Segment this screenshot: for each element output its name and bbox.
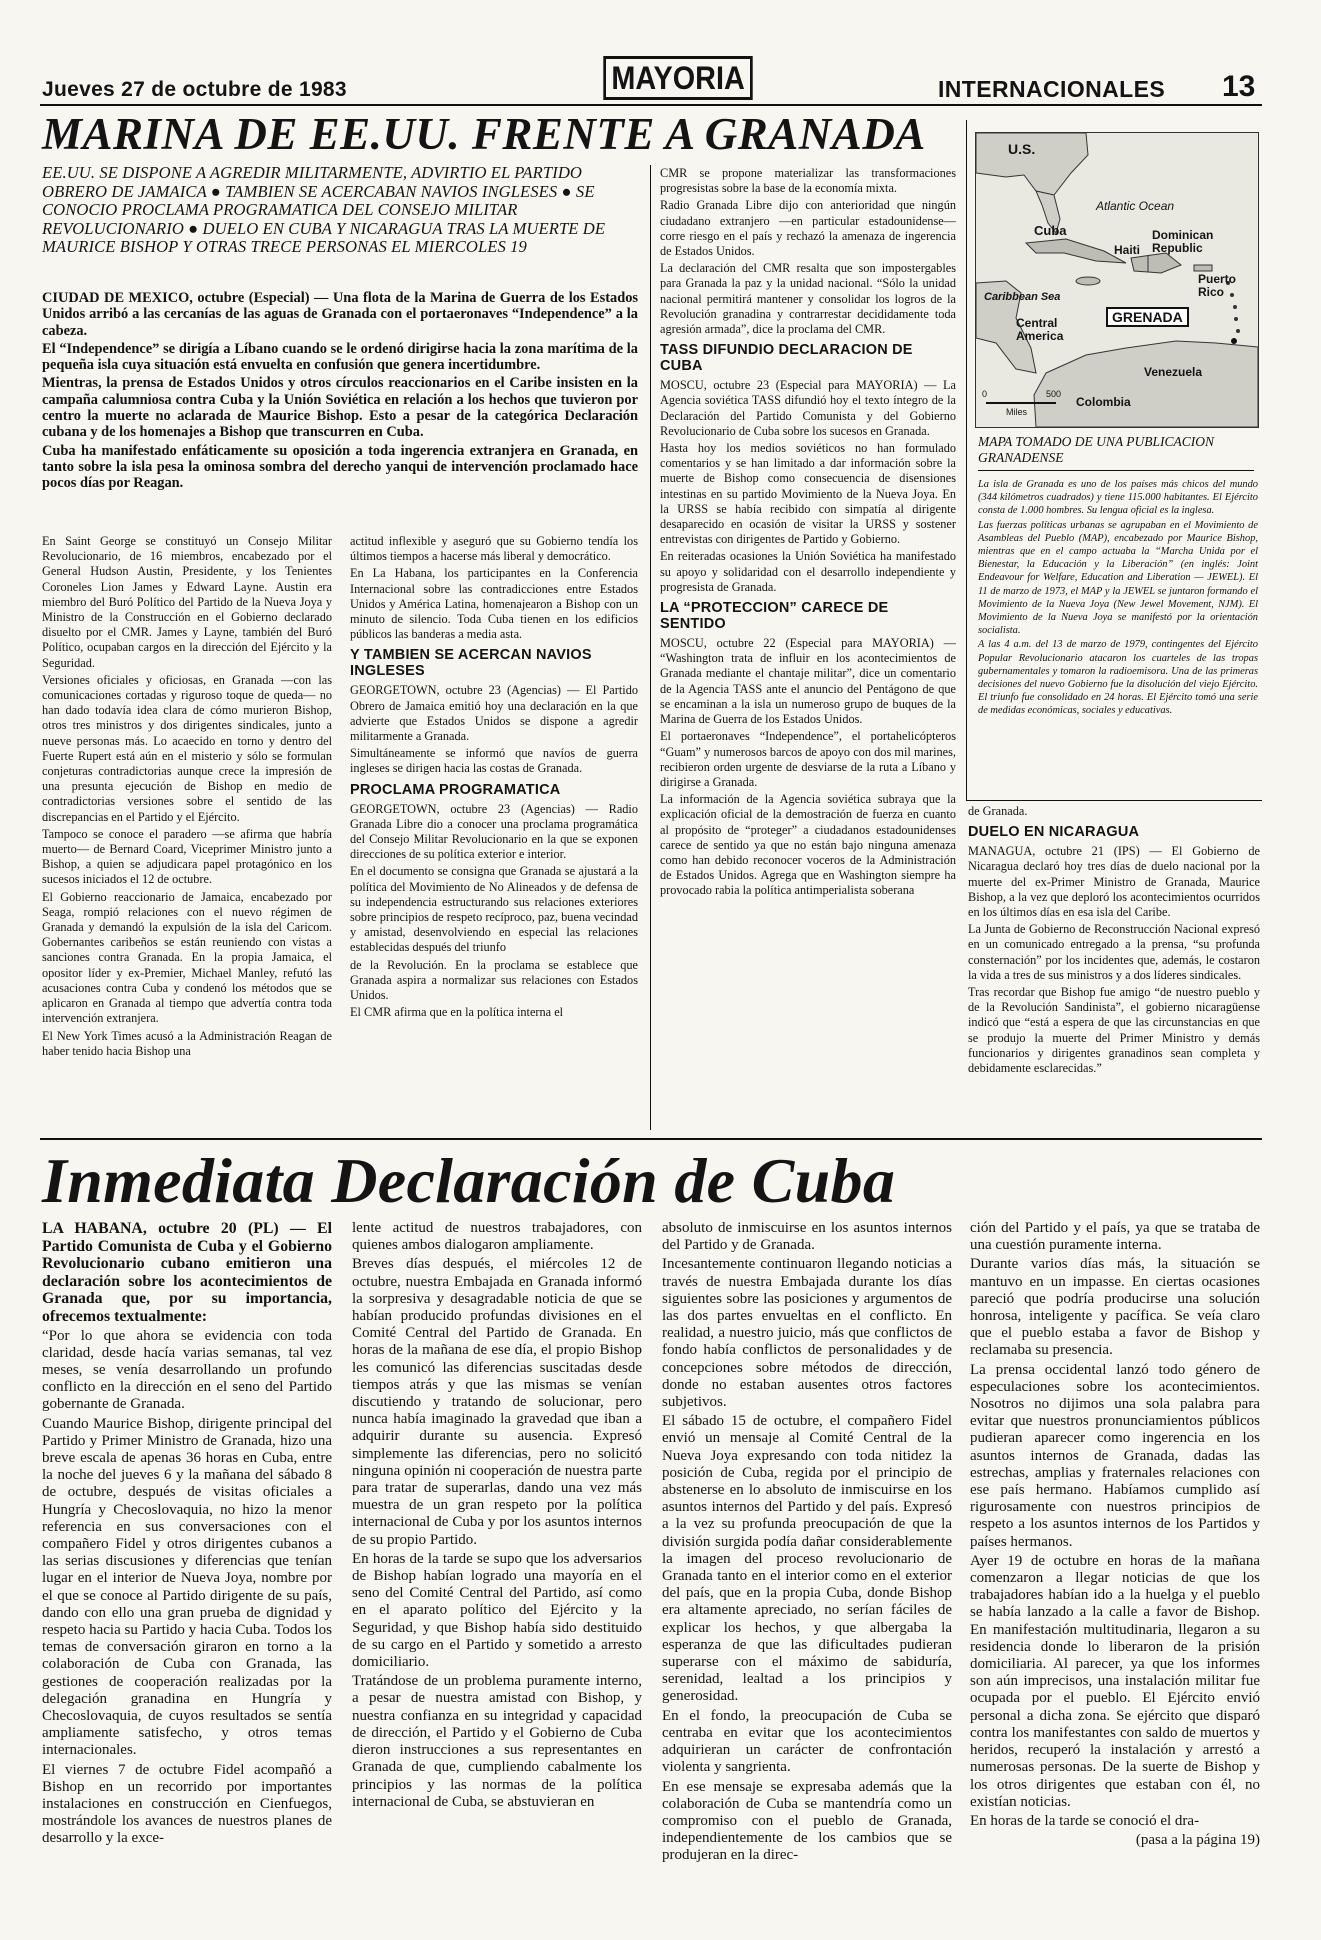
body-paragraph: En ese mensaje se expresaba además que la colaboración de Cuba se mantendría como un compromiso con el pueblo de Granada, independientemente de los cambios que se produjeran en la direc- <box>662 1778 952 1864</box>
section-title: INTERNACIONALES <box>938 76 1166 102</box>
cuba-column-4 <box>970 1220 1260 1925</box>
body-paragraph: La prensa occidental lanzó todo género de especulaciones sobre los acontecimientos. Nosotros no dijimos una sola palabra para evitar que nuestros pronunciamientos públicos pudieran aparecer como ingerencia en los asuntos internos de Granada, dadas las estrechas, amplias y fraternales relaciones con ese país hermano. Habíamos cumplido así rigurosamente con nuestros principios de respeto a los asuntos internos de los Partidos y países hermanos. <box>970 1361 1260 1550</box>
map-label-grenada: GRENADA <box>1106 307 1189 327</box>
lead-paragraph: Mientras, la prensa de Estados Unidos y otros círculos reaccionarios en el Caribe insisten en la campaña calumniosa contra Cuba y la Unión Soviética en relación a los hechos que tuvieron por centro la muerte no aclarada de Maurice Bishop. Esto a pesar de la categórica Declaración cubana y de los homenajes a Bishop que transcurren en Cuba. <box>42 375 638 441</box>
map-label-puerto-rico: Puerto Rico <box>1198 272 1237 299</box>
body-paragraph: lente actitud de nuestros trabajadores, con quienes ambos dialogaron ampliamente. <box>352 1220 642 1254</box>
subhead-navios: Y TAMBIEN SE ACERCAN NAVIOS INGLESES <box>350 647 592 680</box>
body-paragraph: En reiteradas ocasiones la Unión Soviética ha manifestado su apoyo y solidaridad con el desarrollo independiente y progresista de Granada. <box>660 549 956 594</box>
body-paragraph: MOSCU, octubre 23 (Especial para MAYORIA) — La Agencia soviética TASS difundió hoy el texto íntegro de la Declaración del Partido Comunista y del Gobierno Revolucionario de Cuba sobre los sucesos en Granada. <box>660 378 956 438</box>
body-paragraph: En La Habana, los participantes en la Conferencia Internacional sobre las contradicciones entre Estados Unidos y América Latina, homenajearon a Bishop con un minuto de silencio. Toda Cuba tienen en los edificios públicos las banderas a media asta. <box>350 566 638 642</box>
article-column-2 <box>350 534 638 1129</box>
cuba-lead: LA HABANA, octubre 20 (PL) — El Partido Comunista de Cuba y el Gobierno Revolucionario cubano emitieron una declaración sobre los acontecimientos de Granada que, por su importancia, ofrecemos textualmente: <box>42 1220 332 1325</box>
article-column-3 <box>660 166 956 1130</box>
subhead-proclama: PROCLAMA PROGRAMATICA <box>350 781 561 798</box>
info-rule <box>966 800 1262 801</box>
body-paragraph: de Granada. <box>968 804 1028 818</box>
subhead-proteccion: LA “PROTECCION” CARECE DE SENTIDO <box>660 600 889 633</box>
body-paragraph: El New York Times acusó a la Administración Reagan de haber tenido hacia Bishop una <box>42 1028 332 1058</box>
map-label-cuba: Cuba <box>1034 223 1067 238</box>
lead-paragraph: CIUDAD DE MEXICO, octubre (Especial) — Una flota de la Marina de Guerra de los Estados Unidos arribó a las cercanías de las aguas de Granada con el portaeronaves “Independence” a la cabeza. <box>42 290 638 339</box>
body-paragraph: Durante varios días más, la situación se mantuvo en un impasse. En ciertas ocasiones pareció que podría producirse una solución honrosa, inteligente y pacífica. Se veía claro que el pueblo estaba a favor de Bishop y reclamaba su presencia. <box>970 1256 1260 1359</box>
body-paragraph: GEORGETOWN, octubre 23 (Agencias) — El Partido Obrero de Jamaica emitió hoy una declaración en la que advierte que Estados Unidos se dispone a agredir militarmente a Granada. <box>350 683 638 744</box>
lead-block <box>42 290 638 528</box>
article2-headline: Inmediata Declaración de Cuba <box>42 1145 896 1216</box>
body-paragraph: El viernes 7 de octubre Fidel acompañó a Bishop en un recorrido por importantes instalaciones en construcción en Cienfuegos, mostrándole los avances de nuestros planes de desarrollo y la exce- <box>42 1761 332 1847</box>
body-paragraph: “Por lo que ahora se evidencia con toda claridad, desde hacía varias semanas, tal vez meses, se venía desarrollando un profundo conflicto en la dirección en el seno del Partido gobernante de Granada. <box>42 1327 332 1413</box>
body-paragraph: En horas de la tarde se supo que los adversarios de Bishop habían logrado una mayoría en el seno del Comité Central del Partido, así como en el aparato político del Ejército y la Seguridad, y que Bishop había sido destituido de su cargo en el Partido y sometido a arresto domiciliario. <box>352 1550 642 1671</box>
subhead-tass: TASS DIFUNDIO DECLARACION DE CUBA <box>660 342 913 375</box>
continued-note: (pasa a la página 19) <box>1135 1832 1260 1849</box>
column-rule <box>650 165 651 1130</box>
body-paragraph: La declaración del CMR resalta que son impostergables para Granada la paz y la unidad nacional. “Sólo la unidad nacional permitirá mantener y consolidar los logros de la Revolución granadina y contrarrestar decididamente toda agresión armada”, dice la proclama del CMR. <box>660 261 956 337</box>
body-paragraph: Incesantemente continuaron llegando noticias a través de nuestra Embajada durante los días siguientes sobre las posiciones y argumentos de las dos partes envueltas en el conflicto. En realidad, a nuestro juicio, más que conflictos de fondo había conflictos de personalidades y de concepciones sobre métodos de dirección, donde no estaban ausentes otros factores subjetivos. <box>662 1256 952 1411</box>
map-label-venezuela: Venezuela <box>1144 365 1203 379</box>
body-paragraph: absoluto de inmiscuirse en los asuntos internos del Partido y de Granada. <box>662 1220 952 1254</box>
body-paragraph: El portaeronaves “Independence”, el portahelicópteros “Guam” y numerosos barcos de apoyo con dos mil marines, recibieron orden urgente de desviarse de la ruta a Líbano y dirigirse a Granada. <box>660 729 956 789</box>
body-paragraph: Tras recordar que Bishop fue amigo “de nuestro pueblo y de la Revolución Sandinista”, el gobierno nicaragüense indicó que “está a espera de que las circunstancias en que se produjo la muerte del Primer Ministro y demás funcionarios y dirigentes granadinos sean completa y debidamente esclarecidas.” <box>968 985 1260 1076</box>
body-paragraph: La información de la Agencia soviética subraya que la explicación oficial de la demostración de fuerza en cuanto al propósito de “proteger” a ciudadanos estadounidenses carece de sentido ya que no están bajo ninguna amenaza como han debido reconocer voceros de la Administración de Estados Unidos. Agrega que en Washington siempre ha provocado rabia la política antimperialista soberana <box>660 792 956 898</box>
lead-paragraph: El “Independence” se dirigía a Líbano cuando se le ordenó dirigirse hacia la zona marítima de la pequeña isla cuya situación está envuelta en confusión que genera incertidumbre. <box>42 340 638 374</box>
body-paragraph: Tratándose de un problema puramente interno, a pesar de nuestra amistad con Bishop, y nuestra confianza en su integridad y capacidad de dirección, el Partido y el Gobierno de Cuba dieron instrucciones a sus representantes en Granada de que, cumpliendo cabalmente los principios y las normas de la política internacional de Cuba, se abstuvieran en <box>352 1673 642 1810</box>
body-paragraph: La Junta de Gobierno de Reconstrucción Nacional expresó en un comunicado entregado a la prensa, “su profunda consternación” por los incidentes que, además, le costaron la vida a tres de sus ministros y a dos líderes sindicales. <box>968 922 1260 982</box>
body-paragraph: Ayer 19 de octubre en horas de la mañana comenzaron a llegar noticias de que los trabajadores habían ido a la huelga y el pueblo se había lanzado a la calle a favor de Bishop. En manifestación multitudinaria, llegaron a su residencia donde lo liberaron de la prisión domiciliaria. Al parecer, ya que los informes son aún imprecisos, una instalación militar fue ocupada por el pueblo. El Ejército envió personal a dicha zona. Se ejército que disparó contra los manifestantes con saldo de muertos y heridos, recuperó la instalación y arrestó a numerosas personas. De la suerte de Bishop y los otros dirigentes que estaban con él, no existían noticias. <box>970 1552 1260 1810</box>
header-rule <box>40 104 1262 106</box>
info-paragraph: A las 4 a.m. del 13 de marzo de 1979, contingentes del Ejército Popular Revolucionario atacaron los cuarteles de las tropas gubernamentales y tomaron la radioemisora. Una de las primeras decisiones del nuevo Gobierno fue la disolución del viejo Ejército. El triunfo fue consolidado en 24 horas. El Ejército tomó una serie de medidas económicas, sociales y educativas. <box>978 639 1258 717</box>
body-paragraph: MOSCU, octubre 22 (Especial para MAYORIA) — “Washington trata de influir en los acontecimientos de Granada mediante el chantaje militar”, dice un comentario de la Agencia TASS ante el anuncio del Pentágono de que se encaminan a la isla un numeroso grupo de buques de la Marina de Guerra de los Estados Unidos. <box>660 636 956 727</box>
body-paragraph: El sábado 15 de octubre, el compañero Fidel envió un mensaje al Comité Central de la Nueva Joya expresando con toda nitidez la posición de Cuba, regida por el principio de abstenerse en lo absoluto de inmiscuirse en los asuntos internos del Partido y del país. Expresó a la vez su profunda preocupación de que la división surgida podía dañar considerablemente la imagen del proceso revolucionario de Granada tanto en el interior como en el exterior del país, que en la propia Cuba, donde Bishop era altamente apreciado, no serían fáciles de explicar los hechos, y que albergaba la esperanza de que las dificultades pudieran superarse con el máximo de sabiduría, serenidad, lealtad a los principios y generosidad. <box>662 1413 952 1705</box>
issue-date: Jueves 27 de octubre de 1983 <box>42 78 347 101</box>
lead-paragraph: Cuba ha manifestado enfáticamente su oposición a toda ingerencia extranjera en Granada, en tanto sobre la isla pesa la ominosa sombra del derecho yanqui de intervención proclamado hace pocos días por Reagan. <box>42 442 638 492</box>
body-paragraph: Versiones oficiales y oficiosas, en Granada —con las comunicaciones cortadas y riguroso toque de queda— no han dado todavía idea clara de cómo murieron Bishop, otros tres ministros y dos dirigentes sindicales, junto a nueve personas más. Lo acaecido en torno y dentro del Fuerte Rupert está aún en el misterio y sólo se formulan conjeturas contradictorias aunque crece la impresión de una presunta ejecución de Bishop en medio de contradictorias versiones sobre el sentido de las discrepancias en el Partido y el Ejército. <box>42 672 332 824</box>
map-scale-500: 500 <box>1046 389 1062 399</box>
newspaper-masthead: MAYORIA <box>603 56 753 100</box>
cuba-column-3 <box>662 1220 952 1925</box>
article-headline: MARINA DE EE.UU. FRENTE A GRANADA <box>42 109 926 159</box>
column-rule <box>966 120 967 800</box>
map-label-us: U.S. <box>1008 141 1036 157</box>
article-column-4-bottom <box>968 804 1260 1130</box>
body-paragraph: El Gobierno reaccionario de Jamaica, encabezado por Seaga, rompió relaciones con el nuevo régimen de Granada y demandó la expulsión de la isla del Caricom. Gobernantes caribeños se están reuniendo con vistas a sanciones contra Granada. En la propia Jamaica, el opositor líder y ex-Premier, Michael Manley, refutó las acusaciones contra Cuba y condenó los métodos que se aplicaron en Granada al tiempo que advertía contra toda intervención extranjera. <box>42 889 332 1026</box>
cuba-column-2 <box>352 1220 642 1925</box>
body-paragraph: En Saint George se constituyó un Consejo Militar Revolucionario, de 16 miembros, encabezado por el General Hudson Austin, Presidente, y los Tenientes Coroneles Lion James y Edward Layne. Austin era miembro del Buró Político del Partido de la Nueva Joya y Ministro de la Construcción en el Gobierno declarado disuelto por el CMR. James y Layne, también del Buró Político, ocupaban cargos en la dirección del Ejército y la Seguridad. <box>42 534 332 670</box>
body-paragraph: GEORGETOWN, octubre 23 (Agencias) — Radio Granada Libre dio a conocer una proclama programática del Consejo Militar Revolucionario en la que se exponen direcciones de su política exterior e interior. <box>350 801 638 862</box>
map-label-dominican: Dominican Republic <box>1152 228 1214 255</box>
body-paragraph: MANAGUA, octubre 21 (IPS) — El Gobierno de Nicaragua declaró hoy tres días de duelo nacional por la muerte del ex-Primer Ministro de Granada, Maurice Bishop, a la vez que deploró los acontecimientos ocurridos en los últimos días en esa isla del Caribe. <box>968 844 1260 920</box>
grenada-info-box <box>978 478 1258 719</box>
body-paragraph: CMR se propone materializar las transformaciones progresistas sobre la base de la economía mixta. <box>660 166 956 196</box>
map-caption: MAPA TOMADO DE UNA PUBLICACION GRANADENSE <box>978 434 1215 465</box>
article-deck: EE.UU. SE DISPONE A AGREDIR MILITARMENTE, ADVIRTIO EL PARTIDO OBRERO DE JAMAICA ● TAMBIEN SE ACERCABAN NAVIOS INGLESES ● SE CONOCIO PROCLAMA PROGRAMATICA DEL CONSEJO MILITAR REVOLUCIONARIO ● DUELO EN CUBA Y NICARAGUA TRAS LA MUERTE DE MAURICE BISHOP Y OTRAS TRECE PERSONAS EL MIERCOLES 19 <box>42 163 606 257</box>
body-paragraph: actitud inflexible y aseguró que su Gobierno tendía los últimos tiempos a hacerse más liberal y democrático. <box>350 534 638 564</box>
map-label-colombia: Colombia <box>1076 395 1131 409</box>
body-paragraph: de la Revolución. En la proclama se establece que Granada aspira a normalizar sus relaciones con Estados Unidos. <box>350 957 638 1003</box>
body-paragraph: Simultáneamente se informó que navíos de guerra ingleses se dirigen hacia las costas de Granada. <box>350 746 638 776</box>
map-label-haiti: Haiti <box>1114 243 1141 257</box>
map-label-atlantic: Atlantic Ocean <box>1096 199 1175 213</box>
info-paragraph: Las fuerzas políticas urbanas se agrupaban en el Movimiento de Asambleas del Pueblo (MAP), encabezado por Maurice Bishop, mientras que en el campo actuaba la “Marcha Unida por el Bienestar, la Educación y la Liberación” (en inglés: Joint Endeavour for Welfare, Education and Liberation — JEWEL). El 11 de marzo de 1973, el MAP y la JEWEL se juntaron formando el Movimiento de la Nueva Joya (New Jewel Movement, NJM). El Movimiento de la Nueva Joya se manifestó por la orientación socialista. <box>978 519 1258 637</box>
map-label-central-america: Central America <box>1016 316 1064 343</box>
page-number: 13 <box>1222 70 1256 103</box>
caribbean-map <box>975 132 1259 428</box>
map-scale-miles: Miles <box>1006 407 1028 417</box>
body-paragraph: Hasta hoy los medios soviéticos no han formulado comentarios y se han limitado a dar información sobre la muerte de Bishop como consecuencia de disensiones intestinas en su partido Movimiento de la Nueva Joya. En la URSS se había recibido con simpatía al dirigente desaparecido en ocasión de visitar la URSS y sostener entrevistas con dirigentes de Partido y Gobierno. <box>660 441 956 547</box>
article-separator <box>40 1138 1262 1140</box>
map-scale-zero: 0 <box>982 389 988 399</box>
body-paragraph: Cuando Maurice Bishop, dirigente principal del Partido y Primer Ministro de Granada, hizo una breve escala de apenas 36 horas en Cuba, entre la noche del jueves 6 y la mañana del sábado 8 de octubre, después de visitas oficiales a Hungría y Checoslovaquia, no hizo la menor referencia en sus conversaciones con el compañero Fidel y otros dirigentes cubanos a las serias discusiones y diferencias que tenían lugar en el interior de Nueva Joya, nombre por el que se conoce al Partido dirigente de su país, dando con ello una gran prueba de dignidad y respeto hacia su Partido y hacia Cuba. Todos los temas de conversación giraron en torno a la colaboración de Cuba con Granada, las gestiones de cooperación realizadas por la delegación granadina en Hungría y Checoslovaquia, de cuyos resultados se sentía ampliamente satisfecho, y otros temas internacionales. <box>42 1415 332 1759</box>
body-paragraph: Tampoco se conoce el paradero —se afirma que habría muerto— de Bernard Coard, Viceprimer Ministro junto a Bishop, a quien se adjudicara papel protagónico en los sucesos iniciados el 12 de octubre. <box>42 826 332 887</box>
body-paragraph: En el documento se consigna que Granada se ajustará a la política del Movimiento de No Alineados y de defensa de su independencia estructurando sus relaciones exteriores sobre principios de respeto recíproco, paz, buena vecindad y amistad, desenvolviendo en especial las relaciones establecidas después del triunfo <box>350 864 638 955</box>
info-paragraph: La isla de Granada es uno de los países más chicos del mundo (344 kilómetros cuadrados) y tiene 115.000 habitantes. El Ejército consta de 1.000 hombres. Su lengua oficial es la inglesa. <box>978 479 1258 517</box>
body-paragraph: El CMR afirma que en la política interna el <box>350 1005 564 1020</box>
body-paragraph: En horas de la tarde se conoció el dra- <box>970 1812 1200 1829</box>
caption-rule <box>978 470 1254 471</box>
body-paragraph: Radio Granada Libre dijo con anterioridad que ningún ciudadano extranjero —en particular estadounidense— corre riesgo en el país y rechazó la amenaza de ingerencia de Estados Unidos. <box>660 198 956 259</box>
map-label-caribbean: Caribbean Sea <box>984 291 1061 303</box>
body-paragraph: ción del Partido y el país, ya que se trataba de una cuestión puramente interna. <box>970 1220 1260 1254</box>
subhead-duelo: DUELO EN NICARAGUA <box>968 824 1140 841</box>
article-column-1 <box>42 534 332 1129</box>
body-paragraph: En el fondo, la preocupación de Cuba se centraba en evitar que los acontecimientos adquirieran un carácter de confrontación violenta y sangrienta. <box>662 1707 952 1776</box>
body-paragraph: Breves días después, el miércoles 12 de octubre, nuestra Embajada en Granada informó la sorpresiva y desagradable noticia de que se habían producido profundas divisiones en el Comité Central del Partido de Granada. En horas de la mañana de ese día, el propio Bishop les comunicó las diferencias suscitadas desde tiempos atrás y que las mismas se venían discutiendo y tratando de solucionar, pero nunca había imaginado la gravedad que iban a adquirir durante su ausencia. Expresó simplemente las diferencias, pero no solicitó ninguna opinión ni cooperación de nuestra parte para tratar de superarlas, dando una vez más muestra de un gran respeto por la política internacional de Cuba y por los asuntos internos de su propio Partido. <box>352 1256 642 1548</box>
cuba-column-1 <box>42 1220 332 1925</box>
